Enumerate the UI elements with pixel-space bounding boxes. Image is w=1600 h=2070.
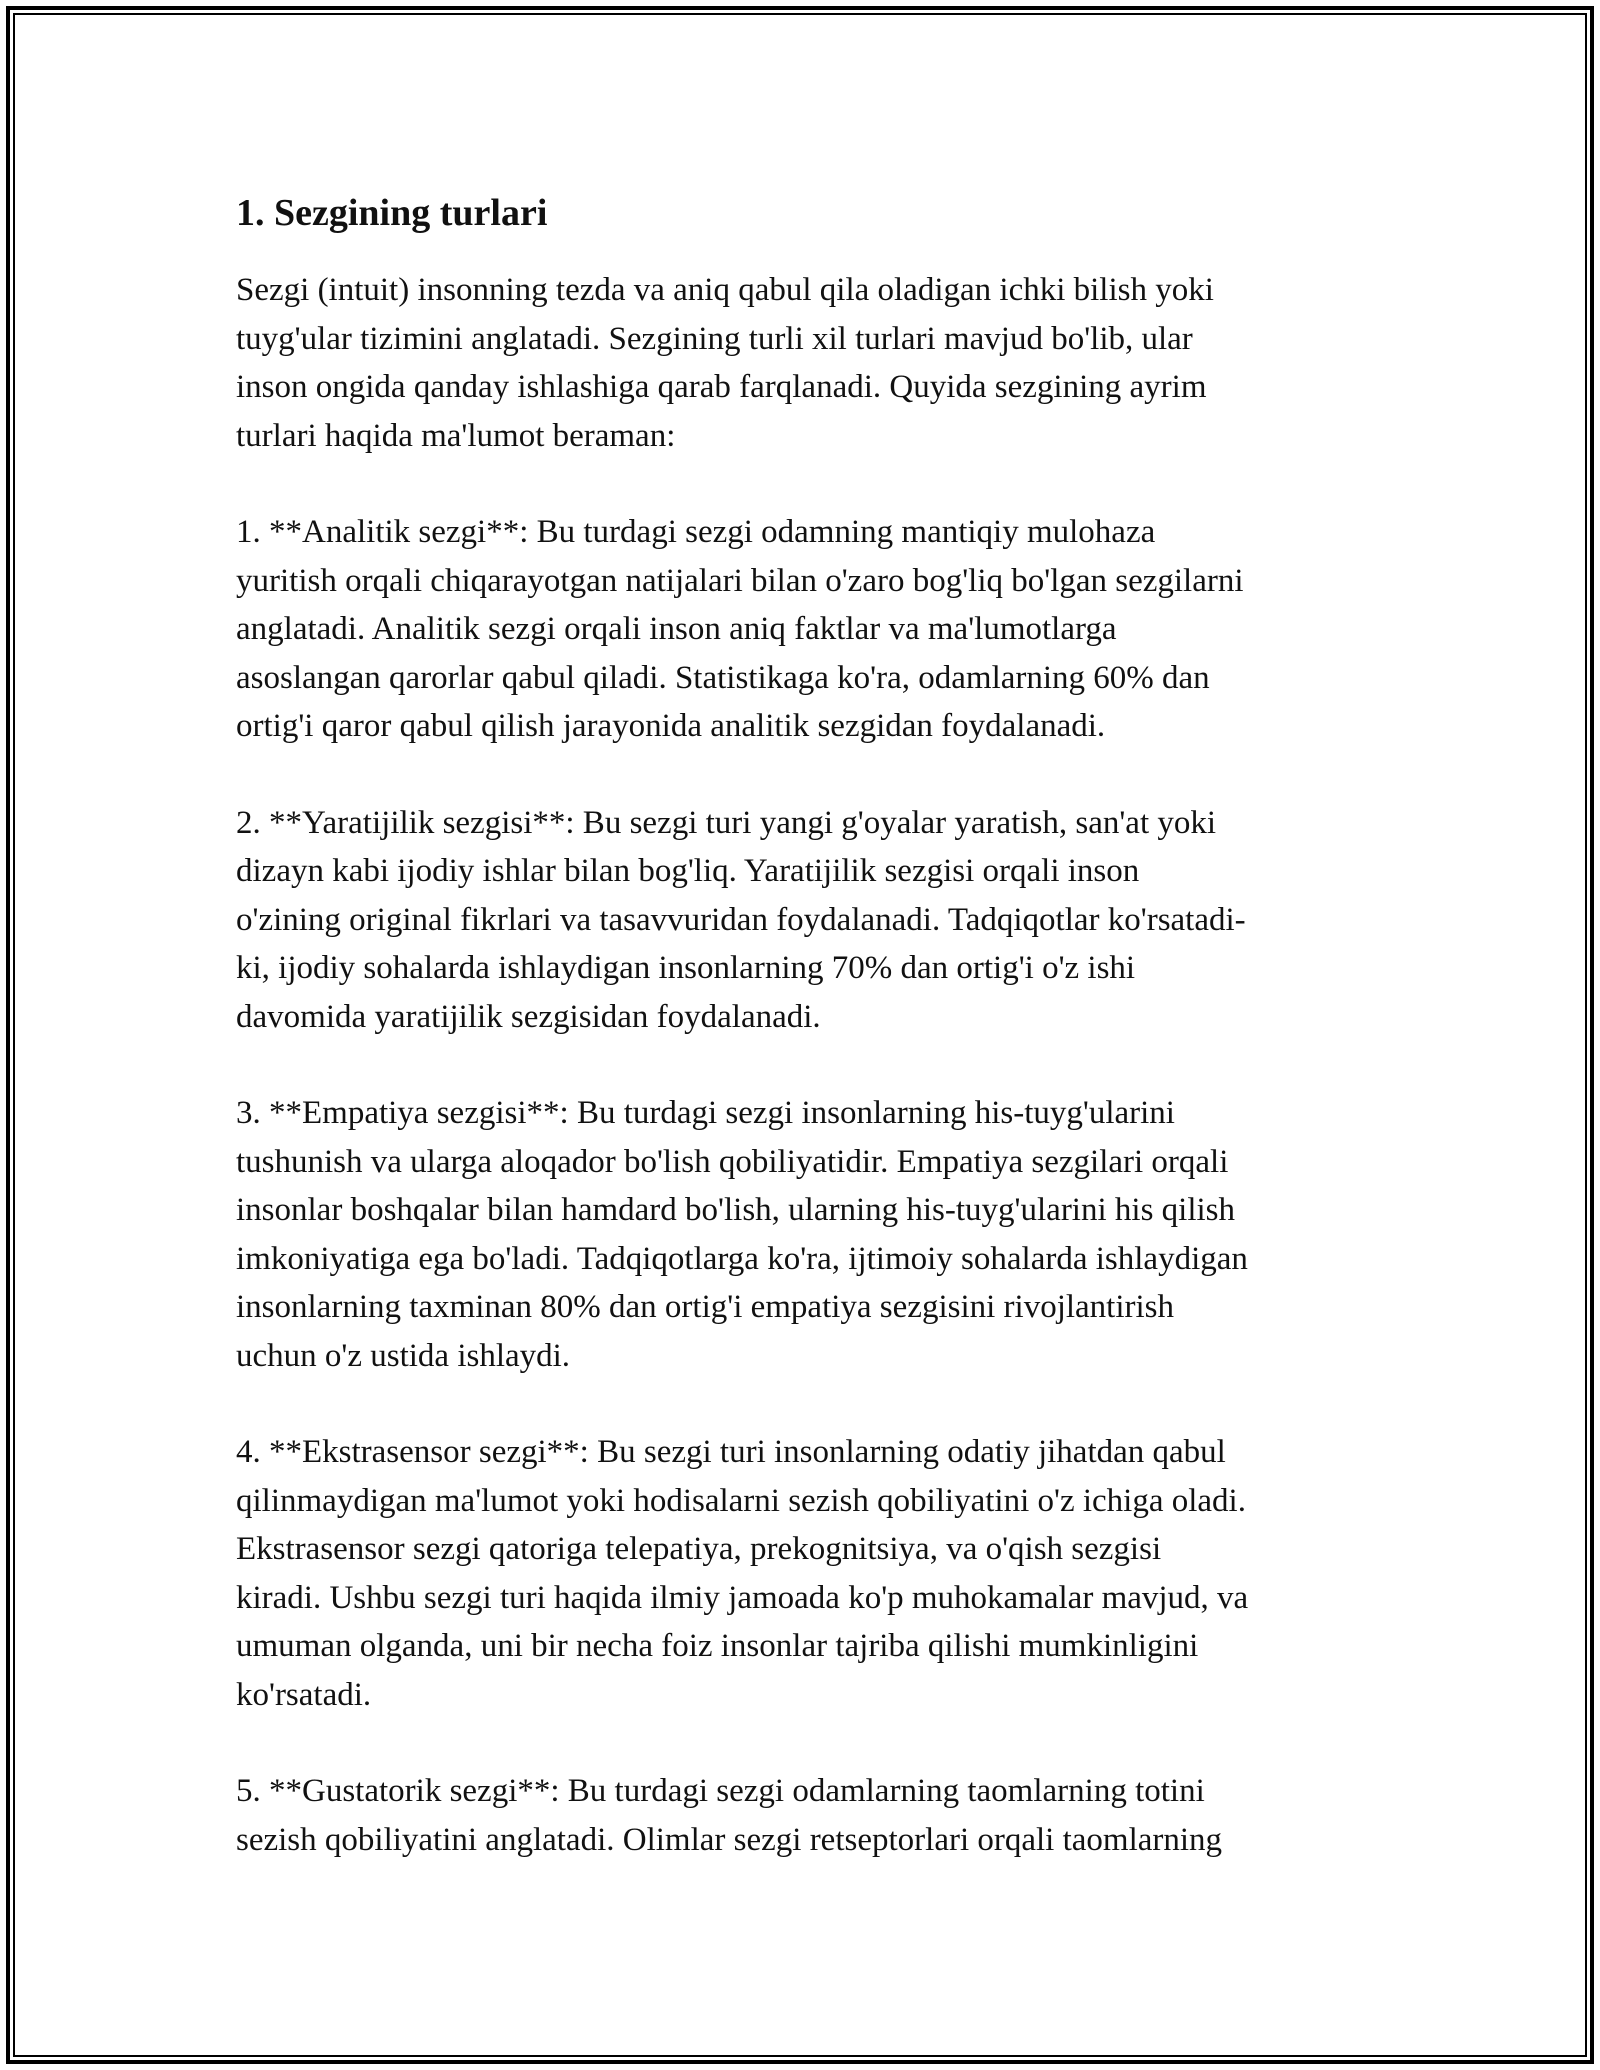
list-item-extrasensory: 4. **Ekstrasensor sezgi**: Bu sezgi turi insonlarning odatiy jihatdan qabul qilinmaydigan ma'lumot yoki hodisalarni sezish qobiliyatini o'z ichiga oladi. Ekstrasensor sezgi qatoriga telepatiya, prekognitsiya, va o'qish sezgisi kiradi. Ushbu sezgi turi haqida ilmiy jamoada ko'p muhokamalar mavjud, va umuman olganda, uni bir necha foiz insonlar tajriba qilishi mumkinligini ko'rsatadi.: [236, 1434, 1249, 1713]
list-item-analytic: 1. **Analitik sezgi**: Bu turdagi sezgi odamning mantiqiy mulohaza yuritish orqali chiqarayotgan natijalari bilan o'zaro bog'liq bo'lgan sezgilarni anglatadi. Analitik sezgi orqali inson aniq faktlar va ma'lumotlarga asoslangan qarorlar qabul qiladi. Statistikaga ko'ra, odamlarning 60% dan ortig'i qaror qabul qilish jarayonida analitik sezgidan foydalanadi.: [236, 514, 1244, 744]
section-heading: 1. Sezgining turlari: [236, 192, 548, 234]
list-item-gustatory: 5. **Gustatorik sezgi**: Bu turdagi sezgi odamlarning taomlarning totini sezish qobiliyatini anglatadi. Olimlar sezgi retseptorlari orqali taomlarning: [236, 1773, 1223, 1858]
document-body: [236, 188, 1376, 1912]
list-item-creative: 2. **Yaratijilik sezgisi**: Bu sezgi turi yangi g'oyalar yaratish, san'at yoki dizayn kabi ijodiy ishlar bilan bog'liq. Yaratijilik sezgisi orqali inson o'zining original fikrlari va tasavvuridan foydalanadi. Tadqiqotlar ko'rsatadi- ki, ijodiy sohalarda ishlaydigan insonlarning 70% dan ortig'i o'z ishi davomida yaratijilik sezgisidan foydalanadi.: [236, 804, 1246, 1035]
list-item-empathy: 3. **Empatiya sezgisi**: Bu turdagi sezgi insonlarning his-tuyg'ularini tushunish va ularga aloqador bo'lish qobiliyatidir. Empatiya sezgilari orqali insonlar boshqalar bilan hamdard bo'lish, ularning his-tuyg'ularini his qilish imkoniyatiga ega bo'ladi. Tadqiqotlarga ko'ra, ijtimoiy sohalarda ishlaydigan insonlarning taxminan 80% dan ortig'i empatiya sezgisini rivojlantirish uchun o'z ustida ishlaydi.: [236, 1095, 1248, 1374]
intro-paragraph: Sezgi (intuit) insonning tezda va aniq qabul qila oladigan ichki bilish yoki tuyg'ular tizimini anglatadi. Sezgining turli xil turlari mavjud bo'lib, ular inson ongida qanday ishlashiga qarab farqlanadi. Quyida sezgining ayrim turlari haqida ma'lumot beraman:: [236, 272, 1214, 454]
